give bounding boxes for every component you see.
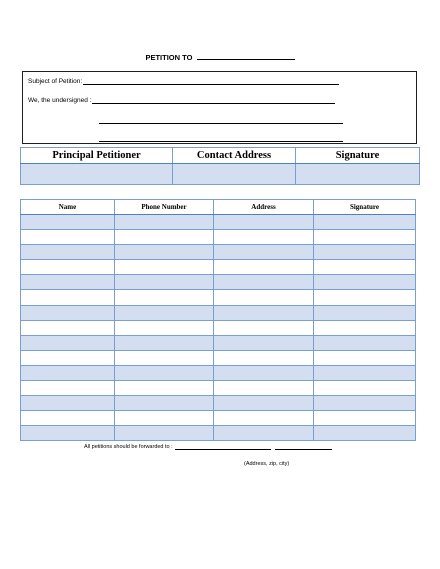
principal-petitioner-cell[interactable] bbox=[21, 164, 173, 185]
contact-address-cell[interactable] bbox=[173, 164, 296, 185]
principal-signature-cell[interactable] bbox=[296, 164, 420, 185]
forward-row bbox=[84, 444, 332, 450]
signature-cell[interactable] bbox=[314, 411, 416, 426]
table-row bbox=[21, 275, 416, 290]
phone-number-cell[interactable] bbox=[115, 230, 214, 245]
table-row bbox=[21, 320, 416, 335]
address-cell[interactable] bbox=[214, 335, 314, 350]
name-cell[interactable] bbox=[21, 365, 115, 380]
table-row bbox=[21, 350, 416, 365]
address-cell[interactable] bbox=[214, 305, 314, 320]
address-cell[interactable] bbox=[214, 426, 314, 441]
header-name: Name bbox=[21, 200, 115, 215]
phone-number-cell[interactable] bbox=[115, 290, 214, 305]
signature-cell[interactable] bbox=[314, 245, 416, 260]
forward-text: All petitions should be forwarded to : bbox=[84, 444, 173, 450]
table-row bbox=[21, 260, 416, 275]
phone-number-cell[interactable] bbox=[115, 320, 214, 335]
address-cell[interactable] bbox=[214, 215, 314, 230]
header-signature-col: Signature bbox=[314, 200, 416, 215]
subject-box bbox=[22, 71, 417, 144]
table-row bbox=[21, 230, 416, 245]
table-row bbox=[21, 365, 416, 380]
address-cell[interactable] bbox=[214, 245, 314, 260]
signatures-header-row bbox=[21, 200, 416, 215]
undersigned-line-2[interactable] bbox=[99, 123, 343, 124]
address-cell[interactable] bbox=[214, 290, 314, 305]
subject-row bbox=[28, 78, 339, 85]
header-address: Address bbox=[214, 200, 314, 215]
name-cell[interactable] bbox=[21, 350, 115, 365]
signature-cell[interactable] bbox=[314, 215, 416, 230]
name-cell[interactable] bbox=[21, 290, 115, 305]
table-row bbox=[21, 290, 416, 305]
address-cell[interactable] bbox=[214, 230, 314, 245]
name-cell[interactable] bbox=[21, 381, 115, 396]
principal-petitioner-table bbox=[20, 147, 420, 185]
subject-label: Subject of Petition: bbox=[28, 78, 83, 85]
signature-cell[interactable] bbox=[314, 396, 416, 411]
principal-header-row bbox=[21, 148, 420, 164]
signatures-body bbox=[21, 215, 416, 441]
forward-city-line[interactable] bbox=[275, 444, 332, 450]
name-cell[interactable] bbox=[21, 230, 115, 245]
signature-cell[interactable] bbox=[314, 260, 416, 275]
petition-title bbox=[0, 52, 440, 62]
signature-cell[interactable] bbox=[314, 365, 416, 380]
petition-to-blank[interactable] bbox=[197, 52, 295, 60]
phone-number-cell[interactable] bbox=[115, 275, 214, 290]
address-hint: (Address, zip, city) bbox=[244, 461, 290, 467]
address-cell[interactable] bbox=[214, 381, 314, 396]
signature-cell[interactable] bbox=[314, 230, 416, 245]
subject-line[interactable] bbox=[83, 78, 339, 85]
table-row bbox=[21, 381, 416, 396]
phone-number-cell[interactable] bbox=[115, 215, 214, 230]
signature-cell[interactable] bbox=[314, 426, 416, 441]
header-signature: Signature bbox=[296, 148, 420, 164]
signature-cell[interactable] bbox=[314, 335, 416, 350]
table-row bbox=[21, 396, 416, 411]
table-row bbox=[21, 245, 416, 260]
address-cell[interactable] bbox=[214, 350, 314, 365]
signature-cell[interactable] bbox=[314, 381, 416, 396]
name-cell[interactable] bbox=[21, 275, 115, 290]
phone-number-cell[interactable] bbox=[115, 365, 214, 380]
signature-cell[interactable] bbox=[314, 320, 416, 335]
name-cell[interactable] bbox=[21, 320, 115, 335]
undersigned-line-3[interactable] bbox=[99, 141, 343, 142]
signature-cell[interactable] bbox=[314, 290, 416, 305]
name-cell[interactable] bbox=[21, 335, 115, 350]
header-phone-number: Phone Number bbox=[115, 200, 214, 215]
signature-cell[interactable] bbox=[314, 305, 416, 320]
phone-number-cell[interactable] bbox=[115, 335, 214, 350]
address-cell[interactable] bbox=[214, 411, 314, 426]
address-cell[interactable] bbox=[214, 260, 314, 275]
principal-data-row bbox=[21, 164, 420, 185]
table-row bbox=[21, 411, 416, 426]
table-row bbox=[21, 215, 416, 230]
undersigned-label: We, the undersigned : bbox=[28, 97, 92, 104]
undersigned-row bbox=[28, 97, 335, 104]
address-cell[interactable] bbox=[214, 365, 314, 380]
signature-cell[interactable] bbox=[314, 275, 416, 290]
name-cell[interactable] bbox=[21, 245, 115, 260]
address-cell[interactable] bbox=[214, 320, 314, 335]
name-cell[interactable] bbox=[21, 305, 115, 320]
phone-number-cell[interactable] bbox=[115, 381, 214, 396]
address-cell[interactable] bbox=[214, 396, 314, 411]
header-principal-petitioner: Principal Petitioner bbox=[21, 148, 173, 164]
table-row bbox=[21, 305, 416, 320]
phone-number-cell[interactable] bbox=[115, 411, 214, 426]
table-row bbox=[21, 335, 416, 350]
forward-address-line[interactable] bbox=[175, 444, 271, 450]
signature-cell[interactable] bbox=[314, 350, 416, 365]
name-cell[interactable] bbox=[21, 426, 115, 441]
header-contact-address: Contact Address bbox=[173, 148, 296, 164]
undersigned-line[interactable] bbox=[92, 97, 335, 104]
name-cell[interactable] bbox=[21, 215, 115, 230]
phone-number-cell[interactable] bbox=[115, 260, 214, 275]
address-cell[interactable] bbox=[214, 275, 314, 290]
name-cell[interactable] bbox=[21, 396, 115, 411]
signatures-table bbox=[20, 199, 416, 441]
phone-number-cell[interactable] bbox=[115, 396, 214, 411]
phone-number-cell[interactable] bbox=[115, 305, 214, 320]
petition-title-text: PETITION TO bbox=[145, 53, 193, 62]
phone-number-cell[interactable] bbox=[115, 245, 214, 260]
name-cell[interactable] bbox=[21, 411, 115, 426]
phone-number-cell[interactable] bbox=[115, 350, 214, 365]
table-row bbox=[21, 426, 416, 441]
name-cell[interactable] bbox=[21, 260, 115, 275]
phone-number-cell[interactable] bbox=[115, 426, 214, 441]
